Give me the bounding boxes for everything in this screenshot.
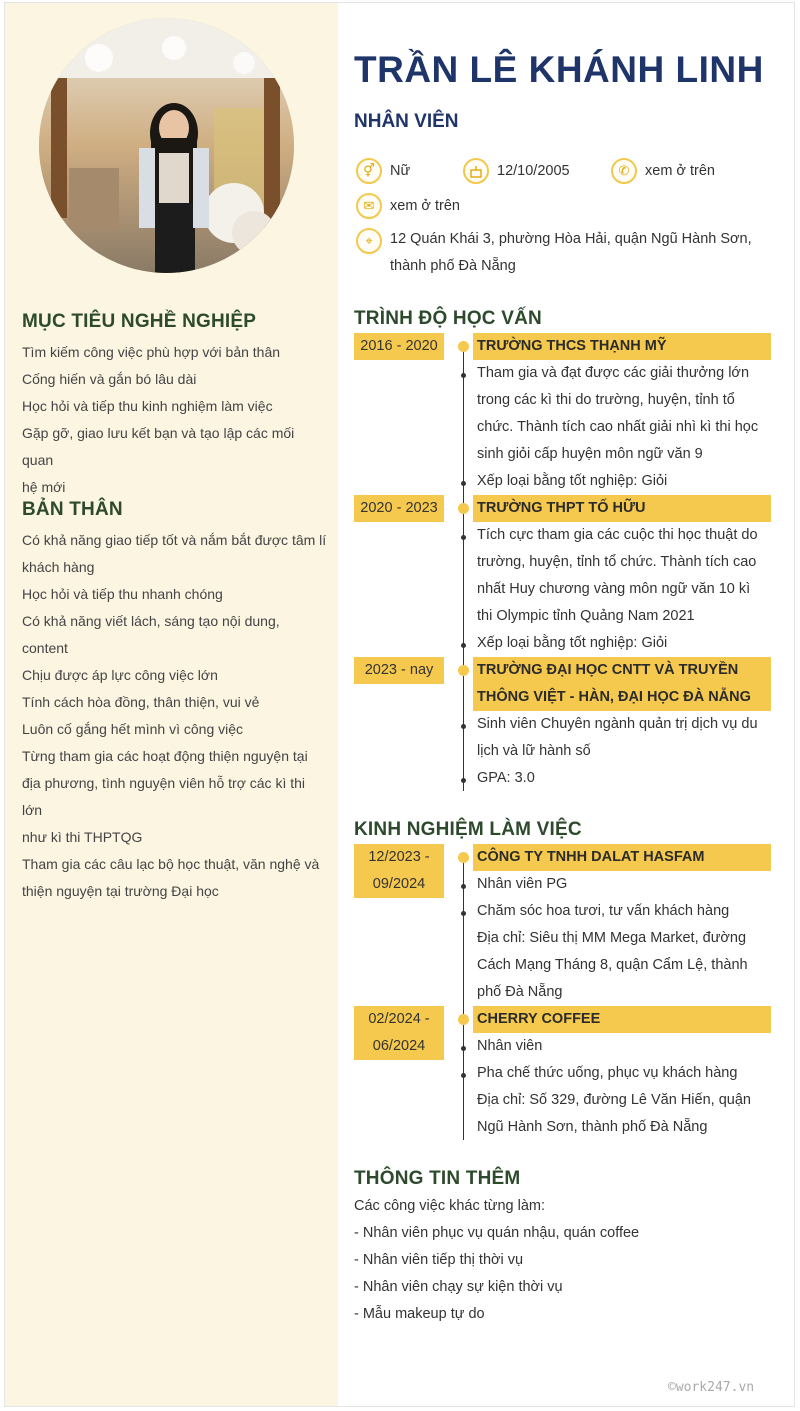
experience-date bbox=[354, 1006, 444, 1060]
education-school: TRƯỜNG THPT TỐ HỮU bbox=[473, 495, 771, 522]
gender-value: Nữ bbox=[390, 163, 411, 179]
sidebar bbox=[5, 3, 338, 1406]
education-detail: Xếp loại bằng tốt nghiệp: Giỏi bbox=[477, 473, 668, 489]
experience-detail: Địa chỉ: Số 329, đường Lê Văn Hiến, quận bbox=[477, 1092, 751, 1108]
about-item: Luôn cố gắng hết mình vì công việc bbox=[22, 721, 244, 737]
bullet bbox=[461, 884, 466, 889]
education-school: TRƯỜNG THCS THẠNH MỸ bbox=[473, 333, 771, 360]
experience-detail: Chăm sóc hoa tươi, tư vấn khách hàng bbox=[477, 903, 730, 919]
bullet bbox=[461, 481, 466, 486]
phone-info bbox=[611, 158, 715, 184]
education-detail: lịch và lữ hành số bbox=[477, 743, 591, 759]
birthday-value: 12/10/2005 bbox=[497, 163, 570, 179]
watermark: ©work247.vn bbox=[668, 1380, 755, 1395]
experience-detail: Nhân viên bbox=[477, 1038, 543, 1054]
phone-icon: ✆ bbox=[611, 158, 637, 184]
email-info bbox=[356, 193, 460, 219]
education-detail: trong các kì thi do trường, huyện, tỉnh tổ bbox=[477, 392, 735, 408]
bullet bbox=[461, 778, 466, 783]
objective-item: Tìm kiếm công việc phù hợp với bản thân bbox=[22, 344, 281, 360]
education-date: 2020 - 2023 bbox=[354, 495, 444, 522]
cv-page bbox=[4, 2, 795, 1407]
objective-item: Gặp gỡ, giao lưu kết bạn và tạo lập các mối quan bbox=[22, 425, 295, 468]
bullet bbox=[461, 911, 466, 916]
gender-icon: ⚥ bbox=[356, 158, 382, 184]
email-value: xem ở trên bbox=[390, 198, 460, 214]
date-line: 12/2023 - bbox=[368, 849, 430, 865]
extra-line: - Nhân viên phục vụ quán nhậu, quán coffee bbox=[354, 1225, 640, 1241]
avatar-photo bbox=[39, 18, 294, 273]
address-info bbox=[356, 228, 752, 280]
map-pin-icon: ⌖ bbox=[356, 228, 382, 254]
objective-section bbox=[22, 311, 328, 501]
education-school bbox=[473, 657, 771, 711]
timeline-dot bbox=[458, 503, 469, 514]
objective-item: hệ mới bbox=[22, 479, 66, 495]
about-item: Từng tham gia các hoạt động thiện nguyện tại bbox=[22, 748, 308, 764]
birthday-info bbox=[463, 158, 570, 184]
timeline-dot bbox=[458, 1014, 469, 1025]
school-name-line: THÔNG VIỆT - HÀN, ĐẠI HỌC ĐÀ NẴNG bbox=[477, 689, 751, 705]
about-item: thiện nguyện tại trường Đại học bbox=[22, 883, 219, 899]
date-line: 02/2024 - bbox=[368, 1011, 430, 1027]
education-detail: trường, huyện, tỉnh tổ chức. Thành tích cao bbox=[477, 554, 757, 570]
candidate-role: NHÂN VIÊN bbox=[354, 111, 459, 132]
bullet bbox=[461, 1073, 466, 1078]
education-detail: thi Olympic tỉnh Quảng Nam 2021 bbox=[477, 608, 695, 624]
education-detail: chức. Thành tích cao nhất giải nhì kì thi học bbox=[477, 419, 759, 435]
address-line: 12 Quán Khái 3, phường Hòa Hải, quận Ngũ Hành Sơn, bbox=[390, 231, 752, 247]
extra-content bbox=[354, 1193, 774, 1328]
extra-title: THÔNG TIN THÊM bbox=[354, 1168, 521, 1189]
bullet bbox=[461, 535, 466, 540]
phone-value: xem ở trên bbox=[645, 163, 715, 179]
cake-icon bbox=[463, 158, 489, 184]
bullet bbox=[461, 1046, 466, 1051]
education-title: TRÌNH ĐỘ HỌC VẤN bbox=[354, 308, 542, 329]
timeline-line bbox=[463, 852, 464, 1140]
education-detail: Tích cực tham gia các cuộc thi học thuật do bbox=[477, 527, 758, 543]
about-item: khách hàng bbox=[22, 559, 95, 575]
experience-detail: Cách Mạng Tháng 8, quận Cẩm Lệ, thành bbox=[477, 957, 748, 973]
education-detail: GPA: 3.0 bbox=[477, 770, 535, 786]
education-detail: sinh giỏi cấp huyện môn ngữ văn 9 bbox=[477, 446, 703, 462]
timeline-dot bbox=[458, 341, 469, 352]
experience-date bbox=[354, 844, 444, 898]
about-title: BẢN THÂN bbox=[22, 499, 123, 520]
experience-detail: Pha chế thức uống, phục vụ khách hàng bbox=[477, 1065, 738, 1081]
experience-detail: Ngũ Hành Sơn, thành phố Đà Nẵng bbox=[477, 1119, 708, 1135]
about-item: Tham gia các câu lạc bộ học thuật, văn nghệ và bbox=[22, 856, 320, 872]
about-item: Có khả năng giao tiếp tốt và nắm bắt được tâm lí bbox=[22, 532, 327, 548]
extra-line: - Mẫu makeup tự do bbox=[354, 1306, 485, 1322]
extra-line: Các công việc khác từng làm: bbox=[354, 1198, 546, 1214]
education-date: 2016 - 2020 bbox=[354, 333, 444, 360]
objective-item: Học hỏi và tiếp thu kinh nghiệm làm việc bbox=[22, 398, 273, 414]
timeline-dot bbox=[458, 852, 469, 863]
bullet bbox=[461, 643, 466, 648]
address-line: thành phố Đà Nẵng bbox=[390, 258, 516, 274]
date-line: 09/2024 bbox=[372, 876, 426, 892]
experience-detail: Nhân viên PG bbox=[477, 876, 568, 892]
candidate-name: TRẦN LÊ KHÁNH LINH bbox=[354, 49, 764, 90]
education-date: 2023 - nay bbox=[354, 657, 444, 684]
about-item: như kì thi THPTQG bbox=[22, 829, 143, 845]
about-item: Học hỏi và tiếp thu nhanh chóng bbox=[22, 586, 223, 602]
experience-title: KINH NGHIỆM LÀM VIỆC bbox=[354, 819, 582, 840]
objective-item: Cống hiến và gắn bó lâu dài bbox=[22, 371, 197, 387]
education-detail: nhất Huy chương vàng môn ngữ văn 10 kì bbox=[477, 581, 751, 597]
education-detail: Sinh viên Chuyên ngành quản trị dịch vụ du bbox=[477, 716, 758, 732]
education-detail: Tham gia và đạt được các giải thưởng lớn bbox=[477, 365, 750, 381]
date-line: 06/2024 bbox=[372, 1038, 426, 1054]
about-item: địa phương, tình nguyện viên hỗ trợ các kì thi lớn bbox=[22, 775, 306, 818]
extra-line: - Nhân viên tiếp thị thời vụ bbox=[354, 1252, 524, 1268]
objective-title: MỤC TIÊU NGHỀ NGHIỆP bbox=[22, 311, 257, 332]
extra-line: - Nhân viên chạy sự kiện thời vụ bbox=[354, 1279, 563, 1295]
experience-detail: Địa chỉ: Siêu thị MM Mega Market, đường bbox=[477, 930, 747, 946]
avatar bbox=[39, 18, 294, 273]
experience-company: CHERRY COFFEE bbox=[473, 1006, 771, 1033]
gender-info bbox=[356, 158, 410, 184]
experience-detail: phố Đà Nẵng bbox=[477, 984, 563, 1000]
school-name-line: TRƯỜNG ĐẠI HỌC CNTT VÀ TRUYỀN bbox=[477, 662, 739, 678]
education-detail: Xếp loại bằng tốt nghiệp: Giỏi bbox=[477, 635, 668, 651]
about-item: Chịu được áp lực công việc lớn bbox=[22, 667, 218, 683]
bullet bbox=[461, 724, 466, 729]
about-item: Có khả năng viết lách, sáng tạo nội dung, content bbox=[22, 613, 280, 656]
mail-icon: ✉ bbox=[356, 193, 382, 219]
about-section bbox=[22, 499, 328, 905]
timeline-dot bbox=[458, 665, 469, 676]
experience-company: CÔNG TY TNHH DALAT HASFAM bbox=[473, 844, 771, 871]
about-item: Tính cách hòa đồng, thân thiện, vui vẻ bbox=[22, 694, 260, 710]
bullet bbox=[461, 373, 466, 378]
